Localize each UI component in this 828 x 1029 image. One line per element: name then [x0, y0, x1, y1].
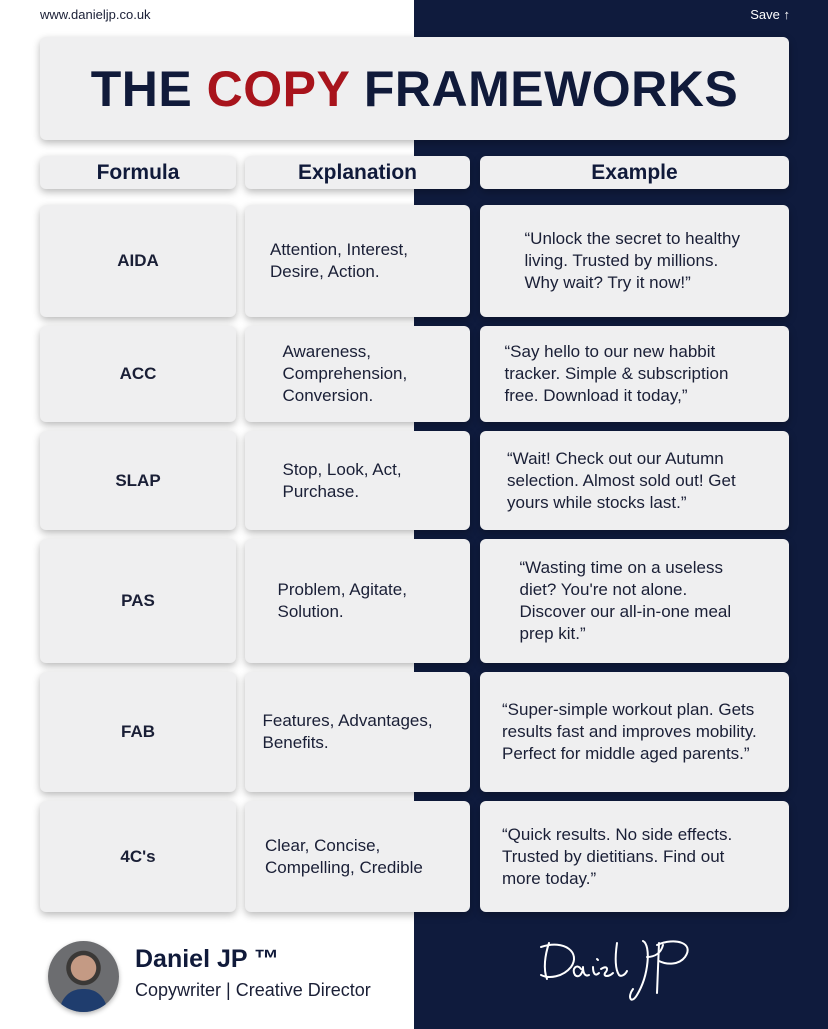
explanation-cell	[245, 539, 470, 663]
formula-label: PAS	[121, 591, 155, 610]
example-text: “Unlock the secret to healthy living. Trusted by millions. Why wait? Try it now!”	[524, 229, 740, 292]
explanation-text: Attention, Interest, Desire, Action.	[270, 240, 408, 281]
example-text: “Quick results. No side effects. Trusted by dietitians. Find out more today.”	[502, 824, 733, 888]
avatar-shirt	[60, 989, 107, 1012]
explanation-cell	[245, 801, 470, 912]
example-text: “Super-simple workout plan. Gets results fast and improves mobility. Perfect for middle aged parents.”	[502, 700, 757, 763]
formula-cell	[40, 539, 236, 663]
formula-label: 4C's	[120, 846, 156, 866]
formula-cell	[40, 326, 236, 422]
explanation-text: Problem, Agitate, Solution.	[277, 580, 407, 621]
title-accent: COPY	[206, 60, 350, 117]
formula-cell	[40, 672, 236, 792]
column-header-example	[480, 156, 789, 189]
site-url[interactable]: www.danieljp.co.uk	[40, 7, 151, 22]
example-cell	[480, 801, 789, 912]
signature-image	[535, 935, 710, 1015]
example-cell	[480, 672, 789, 792]
example-cell	[480, 431, 789, 530]
example-text: “Wait! Check out our Autumn selection. Almost sold out! Get yours while stocks last.”	[507, 448, 736, 512]
formula-label: SLAP	[115, 470, 161, 490]
formula-label: FAB	[121, 722, 155, 741]
formula-cell	[40, 205, 236, 317]
column-header-label: Explanation	[297, 160, 418, 184]
formula-cell	[40, 801, 236, 912]
title-part-1: THE	[90, 60, 207, 117]
column-header-explanation	[245, 156, 470, 189]
formula-label: AIDA	[117, 251, 159, 270]
explanation-text: Awareness, Comprehension, Conversion.	[282, 342, 408, 405]
explanation-text: Stop, Look, Act, Purchase.	[282, 459, 402, 501]
title-part-2: FRAMEWORKS	[349, 60, 739, 117]
formula-cell	[40, 431, 236, 530]
explanation-text: Features, Advantages, Benefits.	[262, 711, 433, 752]
page-title	[91, 60, 739, 118]
explanation-cell	[245, 326, 470, 422]
explanation-cell	[245, 431, 470, 530]
example-cell	[480, 326, 789, 422]
example-text: “Say hello to our new habbit tracker. Simple & subscription free. Download it today,”	[504, 342, 729, 405]
title-card	[40, 37, 789, 140]
formula-label: ACC	[119, 364, 157, 383]
example-cell	[480, 539, 789, 663]
example-cell	[480, 205, 789, 317]
author-name: Daniel JP ™	[135, 945, 280, 973]
save-button[interactable]: Save ↑	[750, 7, 790, 22]
explanation-text: Clear, Concise, Compelling, Credible	[265, 835, 423, 877]
author-role: Copywriter | Creative Director	[135, 980, 371, 1000]
column-header-label: Example	[591, 160, 678, 184]
example-text: “Wasting time on a useless diet? You're not alone. Discover our all-in-one meal prep kit.”	[519, 558, 732, 643]
explanation-cell	[245, 205, 470, 317]
explanation-cell	[245, 672, 470, 792]
column-header-label: Formula	[96, 160, 180, 184]
avatar	[48, 941, 119, 1012]
column-header-formula	[40, 156, 236, 189]
